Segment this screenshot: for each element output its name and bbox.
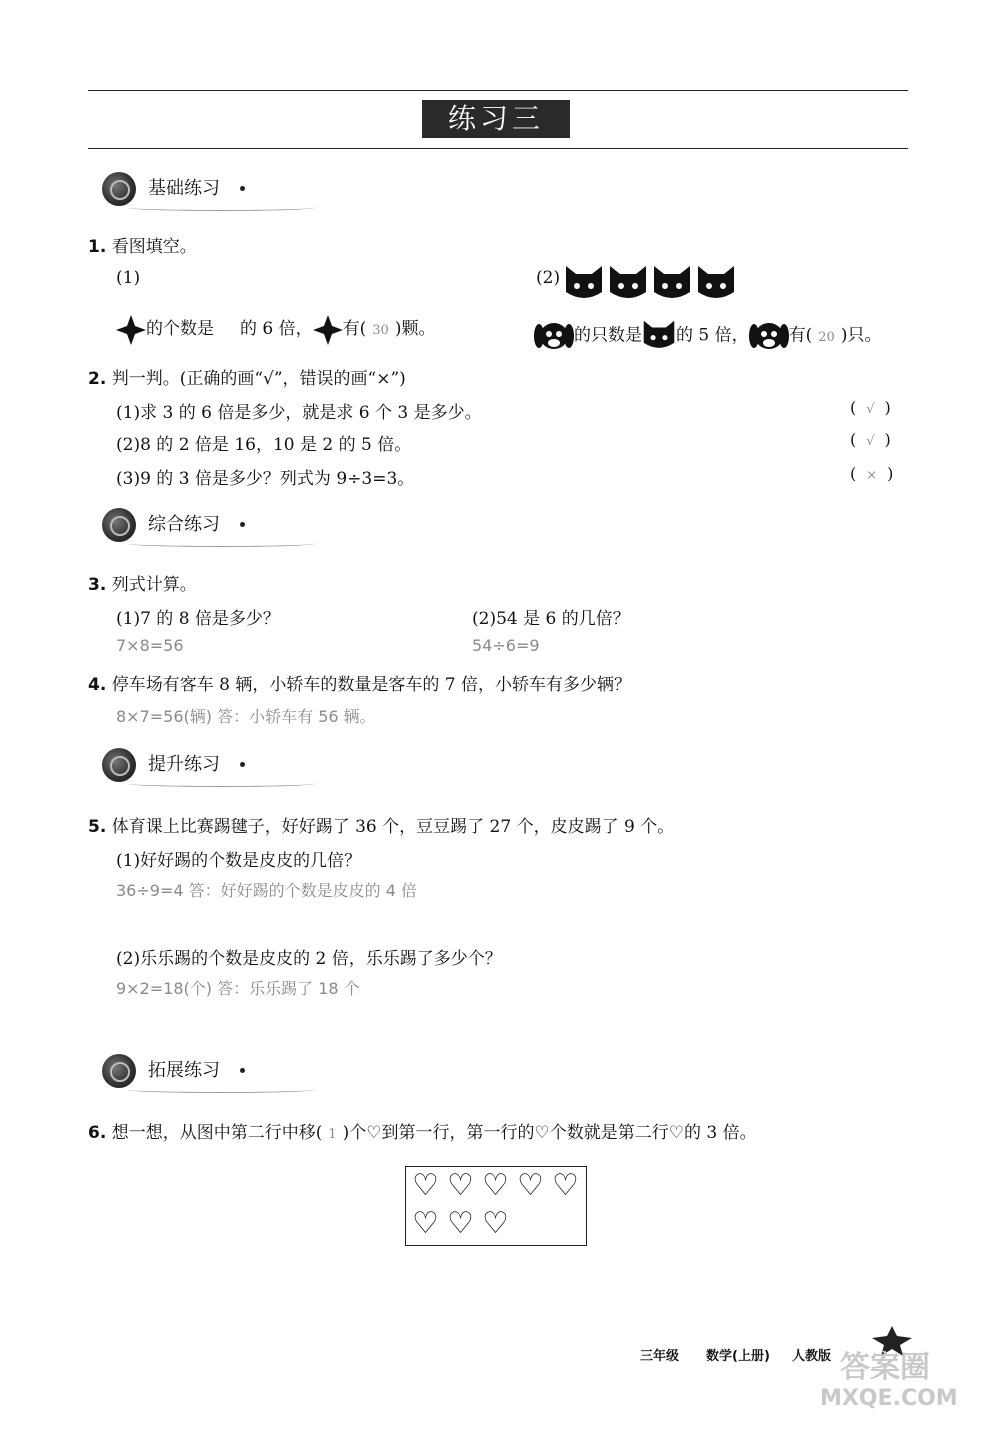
q1-part1-sentence: 的个数是 的 6 倍， 有( 30 )颗。 — [116, 314, 435, 345]
section-ball-icon — [102, 508, 136, 542]
q2-item-2-answer: √ — [866, 434, 875, 449]
q2-item-1-answer-box[interactable]: ( √ ) — [850, 398, 891, 417]
star-icon — [116, 315, 146, 345]
q5-stem: 5. 体育课上比赛踢毽子，好好踢了 36 个，豆豆踢了 27 个，皮皮踢了 9 个。 — [88, 817, 675, 837]
cat-face-icon — [610, 266, 646, 298]
q2-item-1-answer: √ — [866, 402, 875, 417]
section-comprehensive-header — [96, 502, 316, 548]
moon-icon — [162, 266, 189, 293]
section-improve-header — [96, 742, 316, 788]
q2-item-3-answer-box[interactable]: ( × ) — [850, 464, 894, 483]
q2-item-2-answer-box[interactable]: ( √ ) — [850, 430, 891, 449]
moon-icon — [222, 266, 249, 293]
section-ball-icon — [102, 1054, 136, 1088]
star-icon — [313, 315, 343, 345]
q2-item-3-answer: × — [866, 468, 878, 483]
q1-part1-label: (1) — [116, 268, 141, 288]
section-basic-header — [96, 166, 316, 212]
hearts-figure — [405, 1166, 587, 1246]
heart-icon: ♡ — [517, 1168, 544, 1203]
q1-part2-label: (2) — [536, 268, 561, 288]
cat-row — [564, 264, 738, 304]
q6-stem: 6. 想一想，从图中第二行中移( 1 )个♡到第一行，第一行的♡个数就是第二行♡的 3 倍。 — [88, 1123, 757, 1143]
footer-grade: 三年级 — [640, 1349, 680, 1364]
q1-part1-answer[interactable]: 30 — [372, 323, 389, 338]
q3-part1: (1)7 的 8 倍是多少？ — [116, 609, 280, 629]
q5-part1: (1)好好踢的个数是皮皮的几倍？ — [116, 851, 362, 871]
section-ball-icon — [102, 172, 136, 206]
heart-icon: ♡ — [552, 1168, 579, 1203]
section-comprehensive-label: 综合练习 — [148, 514, 220, 535]
watermark-logo: 答案圈 — [840, 1350, 930, 1385]
moon-icon — [252, 266, 279, 293]
heart-icon: ♡ — [447, 1206, 474, 1241]
q4-stem: 4. 停车场有客车 8 辆，小轿车的数量是客车的 7 倍，小轿车有多少辆？ — [88, 675, 631, 695]
moon-row — [158, 262, 318, 298]
section-improve-label: 提升练习 — [148, 754, 220, 775]
cat-face-icon — [654, 266, 690, 298]
title-rule — [88, 148, 908, 149]
heart-icon: ♡ — [412, 1206, 439, 1241]
watermark-url: MXQE.COM — [820, 1386, 958, 1411]
cat-face-icon — [698, 266, 734, 298]
q1-stem: 1. 看图填空。 — [88, 237, 197, 257]
cat-face-icon — [566, 266, 602, 298]
moon-icon — [192, 266, 219, 293]
heart-icon: ♡ — [412, 1168, 439, 1203]
q2-item-1: (1)求 3 的 6 倍是多少，就是求 6 个 3 是多少。 — [116, 403, 482, 423]
q1-part2-sentence: 的只数是 的 5 倍， 有( 20 )只。 — [534, 318, 881, 354]
heart-icon: ♡ — [482, 1206, 509, 1241]
q5-part2: (2)乐乐踢的个数是皮皮的 2 倍，乐乐踢了多少个？ — [116, 949, 502, 969]
section-extend-label: 拓展练习 — [148, 1060, 220, 1081]
q2-stem: 2. 判一判。(正确的画“√”，错误的画“×”) — [88, 369, 406, 389]
q1-part2-answer[interactable]: 20 — [818, 329, 835, 345]
q3-part2-answer[interactable]: 54÷6=9 — [472, 636, 540, 655]
top-rule — [88, 90, 908, 91]
footer-edition: 人教版 — [792, 1349, 832, 1364]
footer-subject: 数学(上册) — [706, 1349, 770, 1364]
q3-part2: (2)54 是 6 的几倍？ — [472, 609, 630, 629]
cat-face-icon — [642, 319, 676, 353]
q2-item-3: (3)9 的 3 倍是多少？列式为 9÷3=3。 — [116, 469, 415, 489]
q2-item-2: (2)8 的 2 倍是 16，10 是 2 的 5 倍。 — [116, 435, 412, 455]
moon-icon — [282, 266, 309, 293]
page-title: 练习三 — [422, 100, 570, 138]
q6-answer[interactable]: 1 — [328, 1127, 337, 1142]
heart-icon: ♡ — [482, 1168, 509, 1203]
q5-part2-answer[interactable]: 9×2=18(个) 答：乐乐踢了 18 个 — [116, 979, 360, 998]
q3-stem: 3. 列式计算。 — [88, 575, 197, 595]
q4-answer[interactable]: 8×7=56(辆) 答：小轿车有 56 辆。 — [116, 707, 376, 726]
moon-icon — [214, 315, 240, 345]
section-ball-icon — [102, 748, 136, 782]
q3-part1-answer[interactable]: 7×8=56 — [116, 636, 184, 655]
heart-icon: ♡ — [447, 1168, 474, 1203]
dog-face-icon — [749, 318, 789, 354]
q5-part1-answer[interactable]: 36÷9=4 答：好好踢的个数是皮皮的 4 倍 — [116, 881, 417, 900]
section-basic-label: 基础练习 — [148, 178, 220, 199]
section-extend-header — [96, 1048, 316, 1094]
dog-face-icon — [534, 318, 574, 354]
